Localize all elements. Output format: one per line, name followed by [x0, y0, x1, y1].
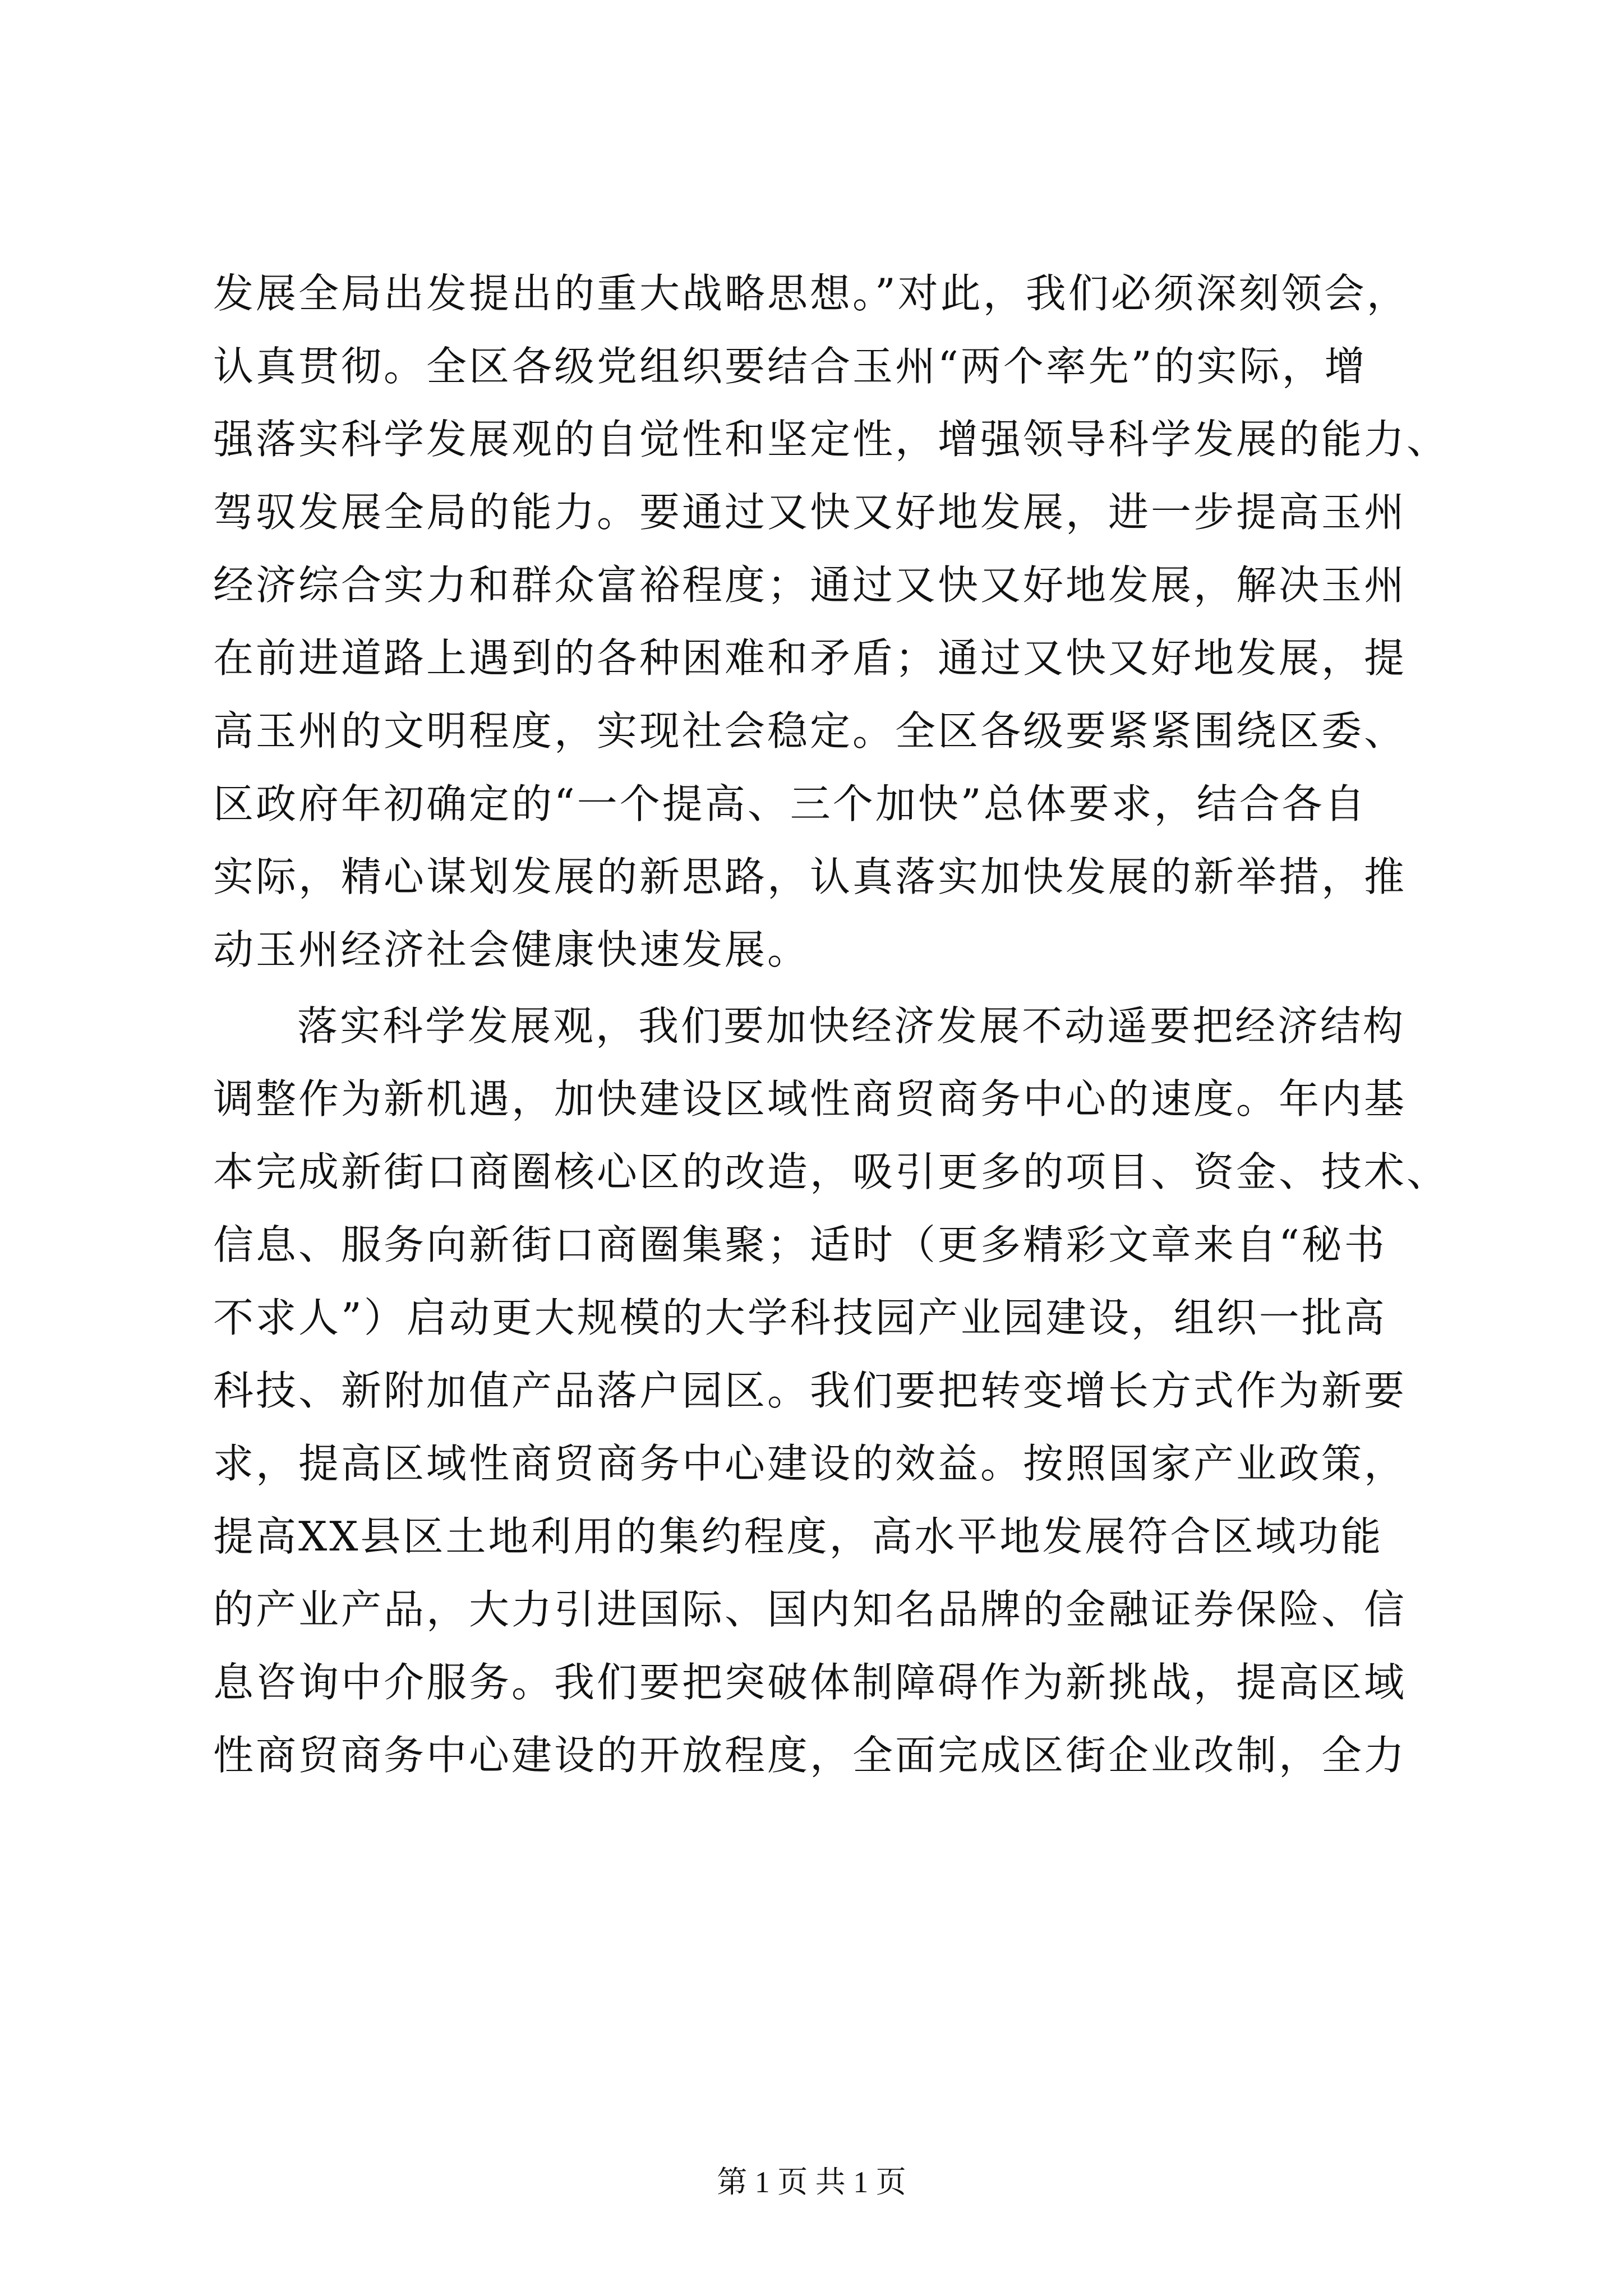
document-body	[213, 257, 1475, 1792]
text-line: 动玉州经济社会健康快速发展。	[213, 926, 810, 973]
text-line: 驾驭发展全局的能力。要通过又快又好地发展，进一步提高玉州	[213, 489, 1407, 536]
text-line: 求，提高区域性商贸商务中心建设的效益。按照国家产业政策，	[213, 1440, 1407, 1487]
page-footer	[0, 2162, 1623, 2202]
text-line: 高玉州的文明程度，实现社会稳定。全区各级要紧紧围绕区委、	[213, 707, 1407, 754]
text-line: 发展全局出发提出的重大战略思想。”对此，我们必须深刻领会，	[213, 270, 1409, 317]
paragraph-2	[213, 990, 1475, 1792]
text-line: 提高XX县区土地利用的集约程度，高水平地发展符合区域功能	[213, 1513, 1384, 1560]
text-line: 信息、服务向新街口商圈集聚；适时（更多精彩文章来自“秘书	[213, 1221, 1387, 1268]
text-line: 强落实科学发展观的自觉性和坚定性，增强领导科学发展的能力、	[213, 416, 1450, 463]
text-line: 落实科学发展观，我们要加快经济发展不动遥要把经济结构	[297, 1002, 1406, 1050]
text-line: 在前进道路上遇到的各种困难和矛盾；通过又快又好地发展，提	[213, 634, 1407, 682]
text-line: 本完成新街口商圈核心区的改造，吸引更多的项目、资金、技术、	[213, 1148, 1450, 1195]
paragraph-1	[213, 257, 1475, 986]
text-line: 的产业产品，大力引进国际、国内知名品牌的金融证券保险、信	[213, 1586, 1407, 1633]
text-line: 区政府年初确定的“一个提高、三个加快”总体要求，结合各自	[213, 780, 1367, 827]
text-line: 息咨询中介服务。我们要把突破体制障碍作为新挑战，提高区域	[213, 1659, 1407, 1706]
text-line: 经济综合实力和群众富裕程度；通过又快又好地发展，解决玉州	[213, 562, 1407, 609]
text-line: 性商贸商务中心建设的开放程度，全面完成区街企业改制，全力	[213, 1732, 1407, 1779]
text-line: 认真贯彻。全区各级党组织要结合玉州“两个率先”的实际，增	[213, 343, 1367, 390]
text-line: 不求人”）启动更大规模的大学科技园产业园建设，组织一批高	[213, 1294, 1387, 1341]
text-line: 实际，精心谋划发展的新思路，认真落实加快发展的新举措，推	[213, 853, 1407, 900]
text-line: 科技、新附加值产品落户园区。我们要把转变增长方式作为新要	[213, 1367, 1407, 1414]
text-line: 调整作为新机遇，加快建设区域性商贸商务中心的速度。年内基	[213, 1075, 1407, 1122]
page-number-label: 第 1 页 共 1 页	[717, 2165, 906, 2199]
